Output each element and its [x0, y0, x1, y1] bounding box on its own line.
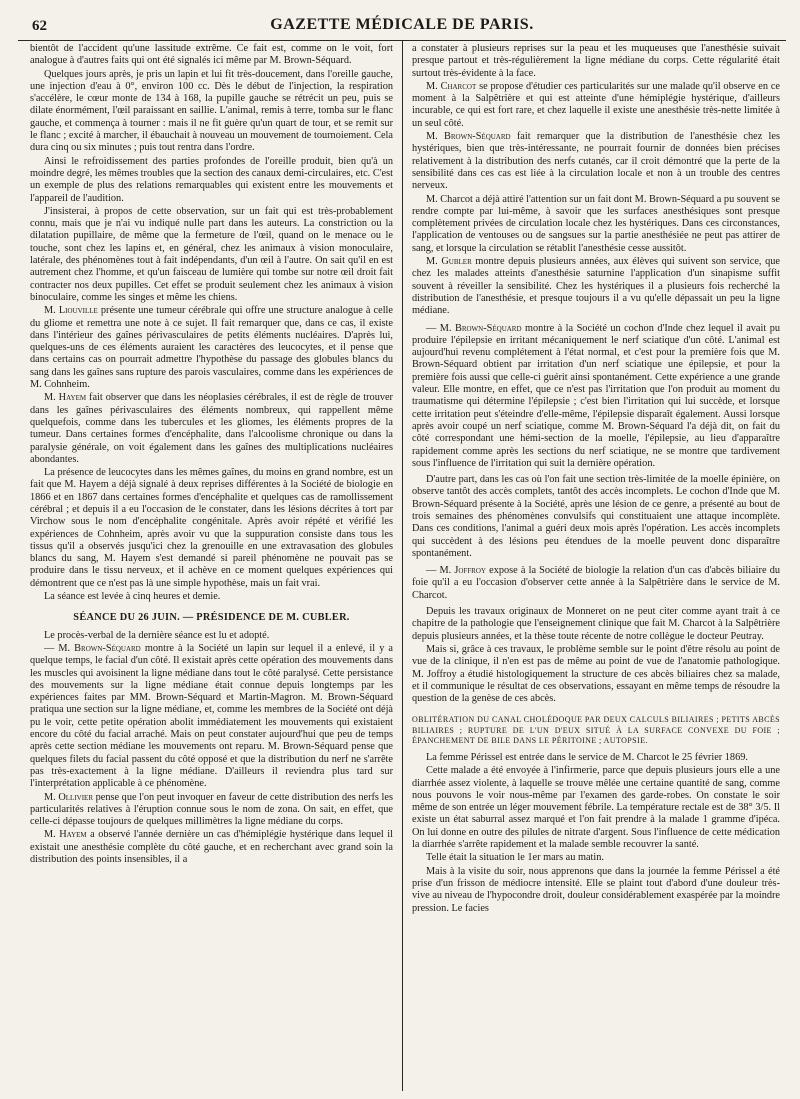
- paragraph: [412, 256, 780, 317]
- speaker-name: — M. Brown-Séquard: [44, 642, 141, 654]
- paragraph: [412, 323, 780, 471]
- paragraph: [30, 392, 393, 466]
- paragraph: D'autre part, dans les cas où l'on fait une section très-limitée de la moelle épinière, on observe tantôt des accès complets, tantôt des accès incomplets. Le cochon d'Inde que M. Brown-Séquard présente à la Société, après une lésion de ce genre, a présenté au bout de trois semaines des phénomènes convulsifs qui constituaient une attaque incomplète. Dans ces conditions, l'animal a guéri deux mois après l'opération. Les accès incomplets qui succèdent à des lésions peu étendues de la moelle peuvent donc disparaître spontanément.: [412, 474, 780, 559]
- page-header: [18, 12, 786, 41]
- paragraph: Cette malade a été envoyée à l'infirmerie, parce que depuis plusieurs jours elle a une diarrhée assez violente, à laquelle se trouve mêlée une certaine quantité de sang, comme nous pouvons le voir nous-même par l'examen des garde-robes. On constate le soir même de son entrée un léger mouvement fébrile. La température rectale est de 38° 3/5. Il existe un état saburral assez marqué et l'on fait prendre à la malade 1 gramme d'ipéca. On lui donne en outre des pilules de nitrate d'argent. Sous l'influence de cette médication la diarrhée s'arrête rapidement et la malade semble recouvrer la santé.: [412, 765, 780, 851]
- paragraph-text: montre depuis plusieurs années, aux élèves qui suivent son service, que chez les malades atteints d'anesthésie saturnine l'application d'un sinapisme suffit souvent à réveiller la sensibilité. Chez les hystériques il a plusieurs fois recherché la distribution de l'anesthésie, et presque toujours il a vu qu'elle dépassait un peu la ligne médiane.: [412, 256, 780, 317]
- paragraph-text: expose à la Société de biologie la relation d'un cas d'abcès biliaire du foie qu'il a eu l'occasion d'observer cette année à la Salpêtrière dans le service de M. Charcot.: [412, 565, 780, 601]
- text-columns: [18, 41, 786, 1091]
- paragraph: [412, 81, 780, 130]
- paragraph: La séance est levée à cinq heures et demie.: [44, 591, 221, 603]
- paragraph: a constater à plusieurs reprises sur la peau et les muqueuses que l'anesthésie suivait presque partout et très-régulièrement la ligne médiane du corps. Cette régularité était surtout très-évidente à la face.: [412, 43, 780, 79]
- paragraph-text: présente une tumeur cérébrale qui offre une structure analogue à celle du gliome et remettra une note à ce sujet. Il fait remarquer que, dans ce cas, il existe dans l'intérieur des gaînes périvasculaires de petits éléments nucléaires. D'après lui, quelques-uns de ces éléments auraient les caractères des leucocytes, et il pense que dans certains cas on pourrait admettre l'hypothèse du passage des globules blancs du sang dans les gaînes sans rupture des parois vasculaires, comme dans les expériences de M. Cohnheim.: [30, 305, 393, 391]
- paragraph: [30, 792, 393, 829]
- case-title: OBLITÉRATION DU CANAL CHOLÉDOQUE PAR DEUX CALCULS BILIAIRES ; PETITS ABCÈS BILIAIRES ; RUPTURE DE L'UN D'EUX SITUÉ À LA SURFACE CONVEXE DU FOIE ; ÉPANCHEMENT DE BILE DANS LE PÉRITOINE ; AUTOPSIE.: [412, 715, 780, 746]
- speaker-name: M. Hayem: [44, 829, 87, 841]
- speaker-name: M. Brown-Séquard: [426, 131, 511, 143]
- page-number: 62: [32, 18, 47, 34]
- paragraph: [30, 829, 393, 866]
- paragraph: bientôt de l'accident qu'une lassitude extrême. Ce fait est, comme on le voit, fort analogue à d'autres faits qui ont été signalés ici même par M. Brown-Séquard.: [30, 43, 393, 67]
- left-column: [18, 41, 402, 1091]
- paragraph-text: montre à la Société un cochon d'Inde chez lequel il avait pu produire l'épilepsie en irritant mécaniquement le nerf sciatique d'un côté. L'animal est aujourd'hui revenu complétement à l'état normal, et c'est pour la première fois que M. Brown-Séquard obtient par irritation d'un nerf sciatique une épilepsie, et pour la première fois aussi que celle-ci guérit ainsi spontanément. Cette expérience a une grande valeur. Elle montre, en effet, que ce n'est pas l'irritation que l'on produit au moment du traumatisme qui détermine l'épilepsie ; c'est bien l'irritation qui lui succède, et lorsque cette irritation peut s'éteindre d'elle-même, l'épilepsie disparaît également. Aussi lorsque après avoir coupé un nerf sciatique, comme M. Brown-Séquard l'a déjà dit, on fait du côté correspondant une hémi-section de la moelle, l'épilepsie, au lieu d'apparaître rapidement comme après les sections du nerf sciatique, ne se montre que tardivement sous l'influence de l'irritation qui suit la dernière opération.: [412, 322, 780, 469]
- paragraph: Mais si, grâce à ces travaux, le problème semble sur le point d'être résolu au point de vue de la clinique, il n'en est pas de même au point de vue de l'anatomie pathologique. M. Joffroy a étudié histologiquement la structure de ces abcès biliaires chez sa malade, et il communique le résultat de ces observations, essayant en même temps de résoudre la question de la genèse de ces abcès.: [412, 643, 780, 705]
- paragraph: Ainsi le refroidissement des parties profondes de l'oreille produit, bien qu'à un moindre degré, les mêmes troubles que la section des canaux demi-circulaires, etc. C'est un exemple de plus des relations remarquables qui existent entre les mouvements et l'appareil de l'audition.: [30, 155, 393, 204]
- paragraph-text: fait observer que dans les néoplasies cérébrales, il est de règle de trouver dans les gaînes périvasculaires des éléments nombreux, qui rappellent même quelquefois, comme dans les tubercules et les gliomes, les éléments propres de la tumeur. Dans certaines formes d'encéphalite, dans l'alcoolisme chronique ou dans la paralysie générale, on voit également dans les gaînes des multiplications nucléaires abondantes.: [30, 392, 393, 465]
- paragraph: M. Charcot a déjà attiré l'attention sur un fait dont M. Brown-Séquard a pu souvent se rendre compte par lui-même, à savoir que les surfaces anesthésiques sont presque complètement privées de circulation locale chez les hystériques. Dans ces circonstances, l'application de ventouses ou de sangsues sur la partie anesthésiée ne peut pas attirer de sang, et lorsque la circulation se rétablit l'anesthésie cesse aussitôt.: [412, 193, 780, 254]
- paragraph: J'insisterai, à propos de cette observation, sur un fait qui est très-probablement connu, mais que je n'ai vu indiqué nulle part dans les auteurs. La constriction ou la dilatation pupillaire, de même que la fermeture de l'œil, quand on le menace ou le touche, sont chez les lapins et, en général, chez les animaux à vision monoculaire, latérale, des phénomènes tout à fait indépendants, d'un œil à l'autre. On sait qu'il en est autrement chez l'homme, et qu'un faisceau de lumière qui tombe sur notre œil droit fait contracter nos deux pupilles. Cet effet se produit seulement chez les animaux à vision binoculaire, comme les singes et même les chiens.: [30, 205, 393, 303]
- paragraph: [412, 131, 780, 192]
- paragraph-text: pense que l'on peut invoquer en faveur de cette distribution des nerfs les particularités relatives à l'éruption connue sous le nom de zona. On sait, en effet, que celle-ci dépasse toujours de quelques millimètres la ligne médiane du corps.: [30, 791, 393, 828]
- speaker-name: M. Hayem: [44, 392, 87, 404]
- session-heading: SÉANCE DU 26 JUIN. — PRÉSIDENCE DE M. CUBLER.: [73, 612, 350, 624]
- paragraph: Telle était la situation le 1er mars au matin.: [426, 852, 604, 864]
- paragraph: Depuis les travaux originaux de Monneret on ne peut citer comme ayant trait à ce chapitre de la pathologie que l'enseignement clinique que fait M. Charcot à la Salpêtrière depuis plusieurs années, et la thèse toute récente de notre collègue le docteur Peutray.: [412, 606, 780, 642]
- journal-title: GAZETTE MÉDICALE DE PARIS.: [270, 16, 534, 33]
- speaker-name: M. Charcot: [426, 80, 477, 92]
- paragraph: Le procès-verbal de la dernière séance est lu et adopté.: [44, 629, 270, 641]
- paragraph-text: se propose d'étudier ces particularités sur une malade qu'il observe en ce moment à la Salpêtrière et qui est atteinte d'une hémiplégie hystérique, d'ailleurs incurable, ce qui est fort rare, et chez laquelle il existe une anesthésie très-nette limitée à un seul côté.: [412, 80, 780, 129]
- speaker-name: — M. Joffroy: [426, 565, 486, 577]
- speaker-name: M. Gubler: [426, 256, 472, 268]
- speaker-name: M. Ollivier: [44, 791, 93, 803]
- paragraph: Mais à la visite du soir, nous apprenons que dans la journée la femme Périssel a été prise d'un frisson de médiocre intensité. Elle se plaint tout d'abord d'une douleur très-vive au niveau de l'hypocondre droit, douleur considérablement exaspérée par la moindre pression. Le facies: [412, 865, 780, 914]
- right-column: [402, 41, 786, 1091]
- paragraph-text: fait remarquer que la distribution de l'anesthésie chez les hystériques, bien que très-intéressante, ne pourrait fournir de données bien précises relativement à la distribution des nerfs cutanés, car il croit démontré que la perte de la sensibilité dans ces cas est liée à la circulation locale et non à un trouble des centres nerveux.: [412, 131, 780, 192]
- paragraph: Quelques jours après, je pris un lapin et lui fit très-doucement, dans l'oreille gauche, une injection d'eau à 0°, environ 100 cc. Dès le début de l'injection, la respiration s'accélère, le cœur monte de 134 à 168, la pupille gauche se rétrécit un peu, puis se dilate énormément, l'œil paraissant en saillie. L'animal, remis à terre, tomba sur le flanc gauche, et commença à tourner : mais il ne fit guère qu'un quart de tour, et se remit sur le flanc ; excité à marcher, il ébauchait à nouveau un mouvement de tournoiement. Cela dura cinq ou six minutes ; puis tout rentra dans l'ordre.: [30, 68, 393, 154]
- paragraph: [412, 565, 780, 602]
- speaker-name: M. Liouville: [44, 305, 98, 317]
- paragraph: [30, 305, 393, 391]
- paragraph: La femme Périssel est entrée dans le service de M. Charcot le 25 février 1869.: [426, 751, 748, 763]
- paragraph-text: montre à la Société un lapin sur lequel il a enlevé, il y a quelque temps, le facial d'un côté. Il existait après cette opération des mouvements dans les muscles qui avoisinent la ligne médiane dans tout le côté paralysé. Cette persistance des mouvements sur la ligne médiane était connue depuis longtemps par les expériences faites par MM. Brown-Séquard et Martin-Magron. M. Brown-Séquard pratiqua une section sur la ligne médiane, et, comme les membres de la Société ont déjà pu le voir, cette petite opération abolit immédiatement les mouvements qui existaient encore du côté du facial arraché. Mais on peut constater aujourd'hui que peu de temps après cette section médiane les mouvements ont reparu. M. Brown-Séquard pense que quelques filets du facial passent du côté opposé et que la distribution du nerf ne s'arrête pas très-exactement à la ligne médiane. D'ailleurs il reviendra plus tard sur l'interprétation applicable à ce phénomène.: [30, 642, 393, 790]
- speaker-name: — M. Brown-Séquard: [426, 322, 522, 334]
- paragraph: La présence de leucocytes dans les mêmes gaînes, du moins en grand nombre, est un fait que M. Hayem a déjà signalé à deux reprises différentes à la Société de biologie en 1866 et en 1867 dans certaines formes d'encéphalite et quelques cas de ramollissement cérébral ; et depuis il a eu l'occasion de le constater, dans les lésions décrites à tort par Virchow sous le nom d'encéphalite congénitale. Après avoir répété et vérifié les expériences de Cohnheim, après avoir vu que la suppuration consiste dans tous les tissus qu'il a observés jusqu'ici chez la grenouille en une extravasation des globules blancs du sang, M. Hayem s'est demandé si pareil phénomène ne pouvait pas se produire dans le tissu nerveux, et il achève en ce moment quelques expériences qui démontrent que ce n'est pas là une simple hypothèse, mais un fait vrai.: [30, 467, 393, 589]
- paragraph: [30, 643, 393, 791]
- paragraph-text: a observé l'année dernière un cas d'hémiplégie hystérique dans lequel il existait une anesthésie complète du côté gauche, et en recherchant avec grand soin la distribution des points insensibles, il a: [30, 829, 393, 865]
